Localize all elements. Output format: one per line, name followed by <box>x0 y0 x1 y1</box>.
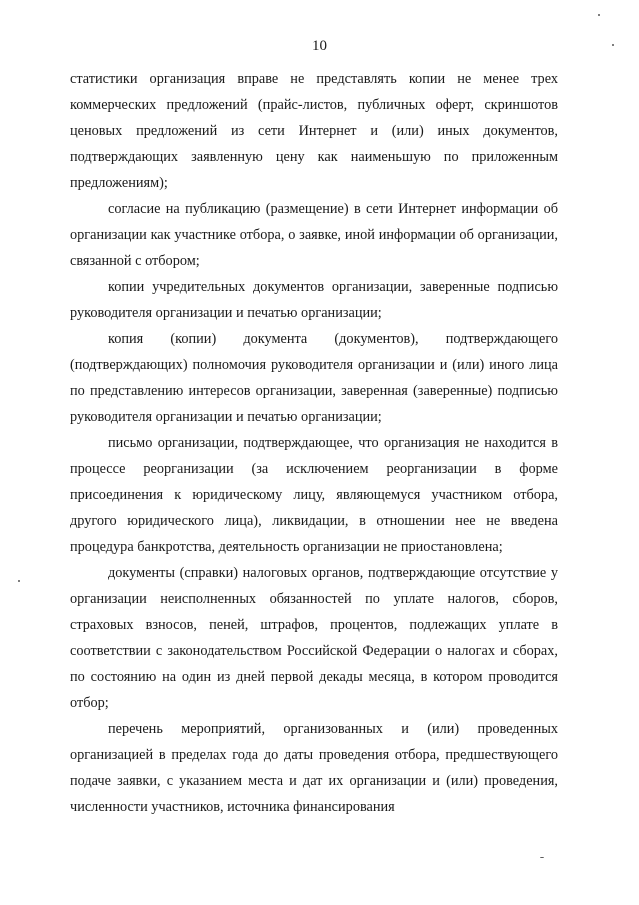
page-number: 10 <box>312 38 327 54</box>
paragraph-consent-publication: согласие на публикацию (размещение) в сети Интернет информации об организации как участнике отбора, о заявке, иной информации об организации, связанной с отбором; <box>70 201 558 269</box>
document-body <box>70 66 558 820</box>
scan-speck <box>612 44 614 46</box>
paragraph-events-list: перечень мероприятий, организованных и (или) проведенных организацией в пределах года до даты проведения отбора, предшествующего подаче заявки, с указанием места и дат их организации и (или) проведения, численности участников, источника финансирования <box>70 721 558 815</box>
paragraph-authority-documents: копия (копии) документа (документов), подтверждающего (подтверждающих) полномочия руководителя организации и (или) иного лица по представлению интересов организации, заверенная (заверенные) подписью руководителя организации и печатью организации; <box>70 331 558 425</box>
paragraph-tax-certificates: документы (справки) налоговых органов, подтверждающие отсутствие у организации неисполненных обязанностей по уплате налогов, сборов, страховых взносов, пеней, штрафов, процентов, подлежащих уплате в соответствии с законодательством Российской Федерации о налогах и сборах, по состоянию на один из дней первой декады месяца, в котором проводится отбор; <box>70 565 558 711</box>
scan-speck <box>18 580 20 582</box>
paragraph-founding-documents: копии учредительных документов организации, заверенные подписью руководителя организации и печатью организации; <box>70 279 558 321</box>
paragraph-continuation: статистики организация вправе не представлять копии не менее трех коммерческих предложений (прайс-листов, публичных оферт, скриншотов ценовых предложений из сети Интернет и (или) иных документов, подтверждающих заявленную цену как наименьшую по приложенным предложениям); <box>70 71 558 191</box>
paragraph-reorganization-letter: письмо организации, подтверждающее, что организация не находится в процессе реорганизации (за исключением реорганизации в форме присоединения к юридическому лицу, являющемуся участником отбора, другого юридического лица), ликвидации, в отношении нее не введена процедура банкротства, деятельность организации не приостановлена; <box>70 435 558 555</box>
scan-speck <box>598 14 600 16</box>
scan-speck <box>540 857 544 858</box>
